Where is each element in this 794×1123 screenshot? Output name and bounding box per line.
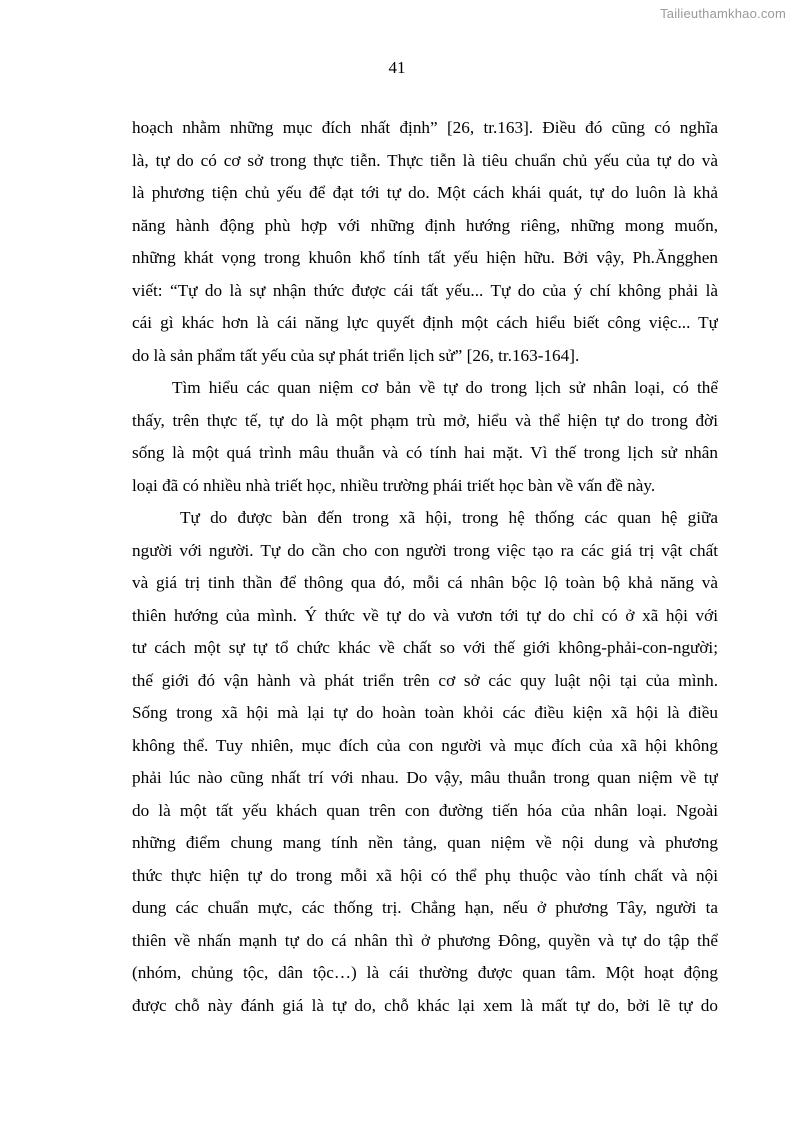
paragraph-3: [132, 502, 718, 1022]
text-line: là phương tiện chủ yếu để đạt tới tự do. Một cách khái quát, tự do luôn là khả: [132, 183, 718, 202]
document-body: [132, 112, 718, 1022]
text-line: sống là một quá trình mâu thuẫn và có tính hai mặt. Vì thế trong lịch sử nhân: [132, 443, 718, 462]
text-line: loại đã có nhiều nhà triết học, nhiều trường phái triết học bàn về vấn đề này.: [132, 475, 656, 495]
text-line: những khát vọng trong khuôn khổ tính tất yếu hiện hữu. Bởi vậy, Ph.Ăngghen: [132, 248, 718, 267]
text-line: những điểm chung mang tính nền tảng, quan niệm về nội dung và phương: [132, 833, 718, 852]
text-line: và giá trị tinh thần để thông qua đó, mỗi cá nhân bộc lộ toàn bộ khả năng và: [132, 573, 718, 592]
text-line: hoạch nhằm những mục đích nhất định” [26, tr.163]. Điều đó cũng có nghĩa: [132, 118, 718, 137]
text-line: thức thực hiện tự do trong mỗi xã hội có thể phụ thuộc vào tính chất và nội: [132, 865, 718, 885]
text-line: dung các chuẩn mực, các thống trị. Chẳng hạn, nếu ở phương Tây, người ta: [132, 898, 718, 917]
text-line: không thể. Tuy nhiên, mục đích của con người và mục đích của xã hội không: [132, 735, 718, 755]
text-line: Tự do được bàn đến trong xã hội, trong hệ thống các quan hệ giữa: [180, 508, 718, 527]
text-line: do là sản phẩm tất yếu của sự phát triển lịch sử” [26, tr.163-164].: [132, 345, 580, 365]
text-line: cái gì khác hơn là cái năng lực quyết định một cách hiểu biết công việc... Tự: [132, 313, 718, 332]
text-line: do là một tất yếu khách quan trên con đường tiến hóa của nhân loại. Ngoài: [132, 800, 718, 820]
text-line: viết: “Tự do là sự nhận thức được cái tất yếu... Tự do của ý chí không phải là: [132, 280, 718, 300]
text-line: (nhóm, chủng tộc, dân tộc…) là cái thường được quan tâm. Một hoạt động: [132, 963, 718, 982]
paragraph-1: [132, 112, 718, 372]
text-line: người với người. Tự do cần cho con người trong việc tạo ra các giá trị vật chất: [132, 540, 718, 560]
text-line: thiên hướng của mình. Ý thức về tự do và vươn tới tự do chỉ có ở xã hội với: [132, 605, 718, 625]
watermark-text: Tailieuthamkhao.com: [660, 6, 786, 21]
text-line: năng hành động phù hợp với những định hướng riêng, những mong muốn,: [132, 215, 718, 235]
text-line: Sống trong xã hội mà lại tự do hoàn toàn khỏi các điều kiện xã hội là điều: [132, 703, 718, 722]
text-line: thiên về nhấn mạnh tự do cá nhân thì ở phương Đông, quyền và tự do tập thể: [132, 930, 718, 950]
text-line: phải lúc nào cũng nhất trí với nhau. Do vậy, mâu thuẫn trong quan niệm về tự: [132, 768, 718, 787]
text-line: tư cách một sự tự tổ chức khác về chất so với thế giới không-phải-con-người;: [132, 638, 718, 657]
text-line: là, tự do có cơ sở trong thực tiễn. Thực tiễn là tiêu chuẩn chủ yếu của tự do và: [132, 150, 718, 170]
text-line: được chỗ này đánh giá là tự do, chỗ khác lại xem là mất tự do, bởi lẽ tự do: [132, 995, 718, 1015]
text-line: thế giới đó vận hành và phát triển trên cơ sở các quy luật nội tại của mình.: [132, 670, 718, 690]
text-line: Tìm hiểu các quan niệm cơ bản về tự do trong lịch sử nhân loại, có thể: [172, 378, 718, 397]
text-line: thấy, trên thực tế, tự do là một phạm trù mở, hiểu và thể hiện tự do trong đời: [132, 410, 718, 430]
page-number: 41: [388, 58, 406, 77]
paragraph-2: [132, 372, 718, 502]
